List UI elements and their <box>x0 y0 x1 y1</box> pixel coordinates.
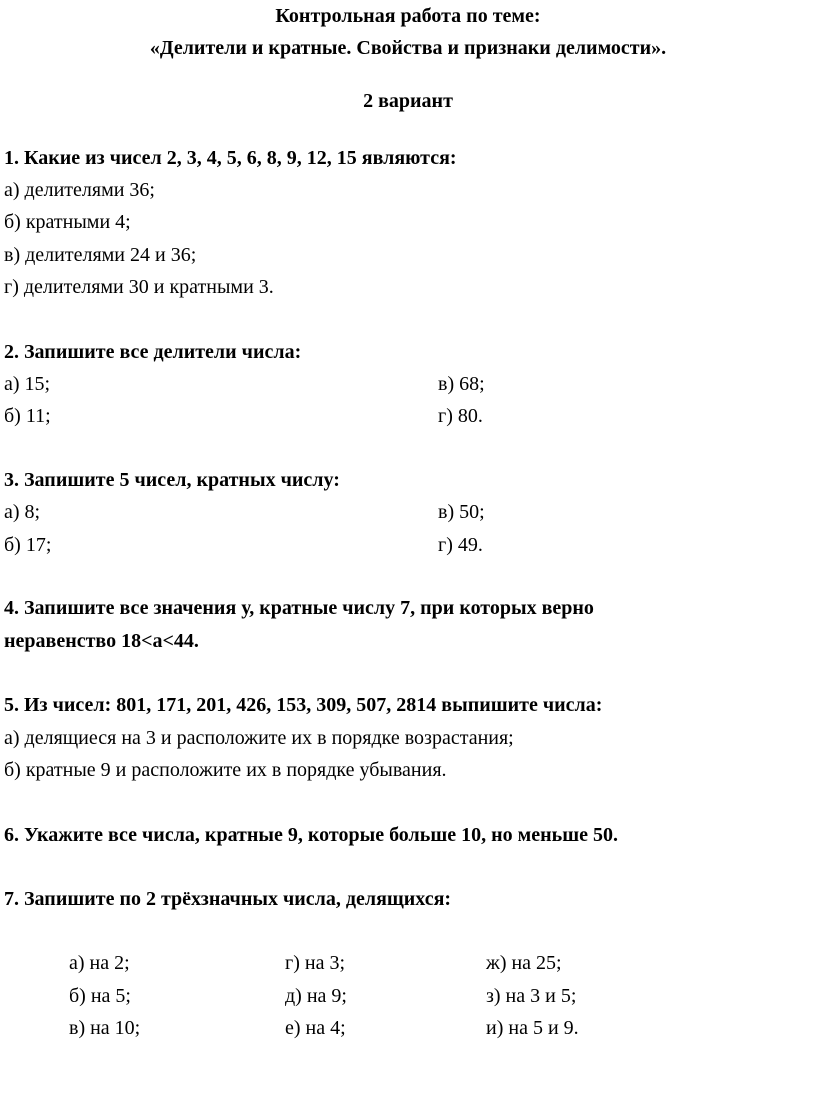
task-3-item-v: в) 50; <box>438 501 485 523</box>
task-3-item-g: г) 49. <box>438 534 483 556</box>
task-7-item-i: и) на 5 и 9. <box>486 1017 579 1039</box>
task-7-item-v: в) на 10; <box>69 1017 141 1039</box>
task-5-heading: 5. Из чисел: 801, 171, 201, 426, 153, 309, 507, 2814 выпишите числа: <box>4 694 603 716</box>
task-3-item-b: б) 17; <box>4 534 52 556</box>
task-5-item-b: б) кратные 9 и расположите их в порядке убывания. <box>4 759 447 781</box>
task-7-item-d: д) на 9; <box>285 985 347 1007</box>
title-line-1: Контрольная работа по теме: <box>275 5 541 27</box>
task-7-item-z: з) на 3 и 5; <box>486 985 577 1007</box>
task-1-item-d: г) делителями 30 и кратными 3. <box>4 276 274 298</box>
task-2-item-b: б) 11; <box>4 405 51 427</box>
task-2-item-a: а) 15; <box>4 373 51 395</box>
task-1-item-b: б) кратными 4; <box>4 211 131 233</box>
task-2-heading: 2. Запишите все делители числа: <box>4 341 302 363</box>
task-7-item-g: г) на 3; <box>285 952 345 974</box>
task-2-item-v: в) 68; <box>438 373 485 395</box>
task-6-heading: 6. Укажите все числа, кратные 9, которые больше 10, но меньше 50. <box>4 824 618 846</box>
task-1-item-c: в) делителями 24 и 36; <box>4 244 197 266</box>
task-3-item-a: а) 8; <box>4 501 41 523</box>
variant-label: 2 вариант <box>363 90 453 112</box>
task-4-heading-line-1: 4. Запишите все значения у, кратные числу 7, при которых верно <box>4 597 594 619</box>
title-line-2: «Делители и кратные. Свойства и признаки делимости». <box>149 37 667 59</box>
task-2-item-g: г) 80. <box>438 405 483 427</box>
task-5-item-a: а) делящиеся на 3 и расположите их в порядке возрастания; <box>4 727 514 749</box>
task-7-heading: 7. Запишите по 2 трёхзначных числа, делящихся: <box>4 888 452 910</box>
task-7-item-a: а) на 2; <box>69 952 130 974</box>
task-7-item-zh: ж) на 25; <box>486 952 562 974</box>
task-7-item-b: б) на 5; <box>69 985 131 1007</box>
task-1-item-a: а) делителями 36; <box>4 179 155 201</box>
task-3-heading: 3. Запишите 5 чисел, кратных числу: <box>4 469 340 491</box>
task-1-heading: 1. Какие из чисел 2, 3, 4, 5, 6, 8, 9, 12, 15 являются: <box>4 147 457 169</box>
task-4-heading-line-2: неравенство 18<а<44. <box>4 630 199 652</box>
task-7-item-e: е) на 4; <box>285 1017 346 1039</box>
